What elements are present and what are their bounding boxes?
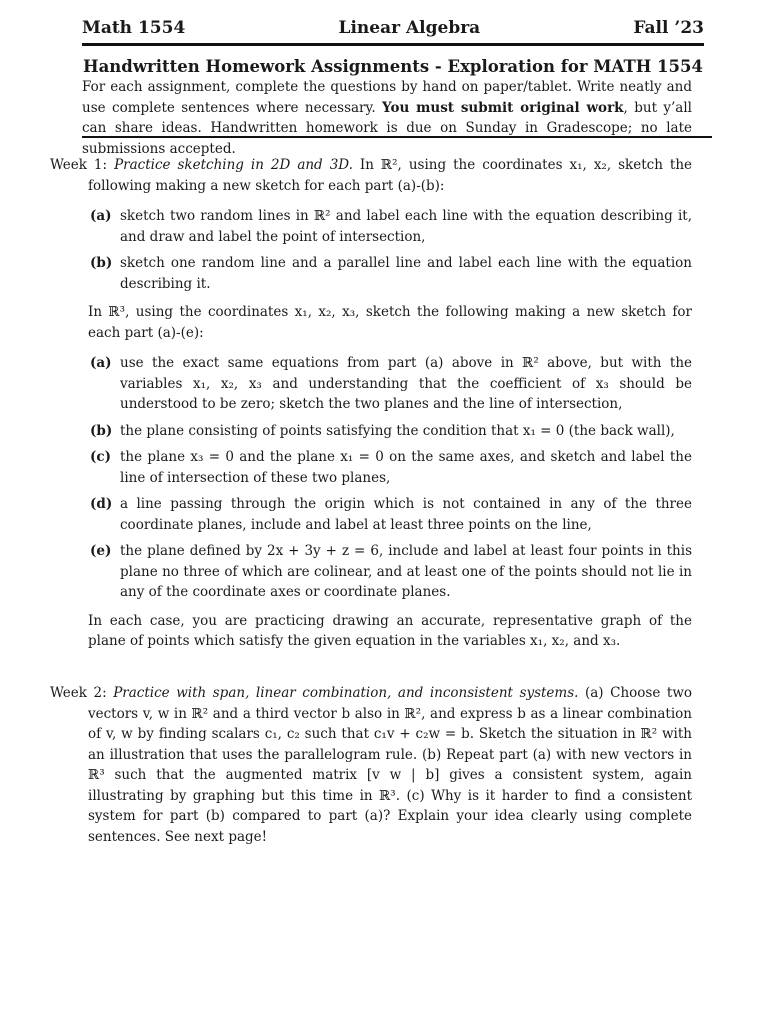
week-2-section: [50, 683, 692, 847]
r2-item-list: [50, 206, 692, 294]
intro-paragraph: [82, 77, 692, 159]
week-1-topic: Practice sketching in 2D and 3D.: [114, 157, 353, 173]
week-1-closing: In each case, you are practicing drawing an accurate, representative graph of the plane of points which satisfy the given equation in the variables x₁, x₂, and x₃.: [88, 612, 692, 649]
r3-item: [88, 447, 692, 488]
item-text: the plane defined by 2x + 3y + z = 6, include and label at least four points in this plane no three of which are colinear, and at least one of the points should not lie in any of the coordinate axes or coordinate planes.: [120, 543, 692, 600]
r2-item: [88, 206, 692, 247]
item-tag: (a): [90, 355, 112, 371]
week-1-lead: In ℝ², using the coordinates x₁, x₂, sketch the following making a new sketch for each part (a)-(b):: [88, 157, 692, 194]
week-2-text: (a) Choose two vectors v, w in ℝ² and a third vector b also in ℝ², and express b as a linear combination of v, w by finding scalars c₁, c₂ such that c₁v + c₂w = b. Sketch the situation in ℝ² with an illustration that uses the parallelogram rule. (b) Repeat part (a) with new vectors in ℝ³ such that the augmented matrix [v w | b] gives a consistent system, again illustrating by graphing but this time in ℝ³. (c) Why is it harder to find a consistent system for part (b) compared to part (a)? Explain your idea clearly using complete sentences. See next page!: [88, 685, 693, 845]
course-term: Fall ’23: [633, 18, 704, 38]
intro-text-2: , but y’all can share ideas. Handwritten homework is due on Sunday in Gradescope; no late submissions accepted.: [82, 99, 692, 157]
r2-item: [88, 253, 692, 294]
r3-item: [88, 353, 692, 415]
item-text: the plane x₃ = 0 and the plane x₁ = 0 on the same axes, and sketch and label the line of intersection of these two planes,: [120, 449, 692, 486]
intro-bold: You must submit original work: [382, 99, 624, 116]
course-subject: Linear Algebra: [338, 18, 481, 38]
intro-text-1: For each assignment, complete the questions by hand on paper/tablet. Write neatly and use complete sentences where necessary.: [82, 79, 692, 116]
item-tag: (e): [90, 543, 112, 559]
r3-lead: In ℝ³, using the coordinates x₁, x₂, x₃, sketch the following making a new sketch for each part (a)-(e):: [88, 304, 692, 341]
week-1-label: Week 1:: [50, 157, 115, 173]
document-title: Handwritten Homework Assignments - Exploration for MATH 1554: [83, 57, 703, 76]
item-text: sketch two random lines in ℝ² and label each line with the equation describing it, and draw and label the point of intersection,: [120, 208, 692, 245]
week-2-paragraph: [50, 683, 692, 847]
item-text: sketch one random line and a parallel line and label each line with the equation describing it.: [120, 255, 692, 292]
course-name: Math 1554: [82, 18, 186, 38]
r3-item-list: [50, 353, 692, 603]
item-text: a line passing through the origin which is not contained in any of the three coordinate planes, include and label at least three points on the line,: [120, 496, 692, 533]
intro-rule: [82, 136, 712, 138]
week-1-heading: [50, 155, 692, 196]
item-tag: (b): [90, 422, 113, 439]
header-rule: [82, 43, 704, 46]
r3-item: [88, 541, 692, 603]
item-text: the plane consisting of points satisfying the condition that x₁ = 0 (the back wall),: [120, 422, 675, 439]
item-text: use the exact same equations from part (a) above in ℝ² above, but with the variables x₁, x₂, x₃ and understanding that the coefficient of x₃ should be understood to be zero; sketch the two planes and the line of intersection,: [120, 355, 692, 412]
item-tag: (b): [90, 255, 113, 271]
week-2-topic: Practice with span, linear combination, and inconsistent systems.: [113, 685, 579, 701]
page-header: [82, 18, 704, 44]
r3-item: [88, 421, 692, 442]
item-tag: (d): [90, 496, 113, 512]
item-tag: (a): [90, 208, 112, 224]
week-1-section: [50, 155, 692, 652]
r3-item: [88, 494, 692, 535]
week-2-label: Week 2:: [50, 685, 114, 701]
item-tag: (c): [90, 449, 111, 465]
